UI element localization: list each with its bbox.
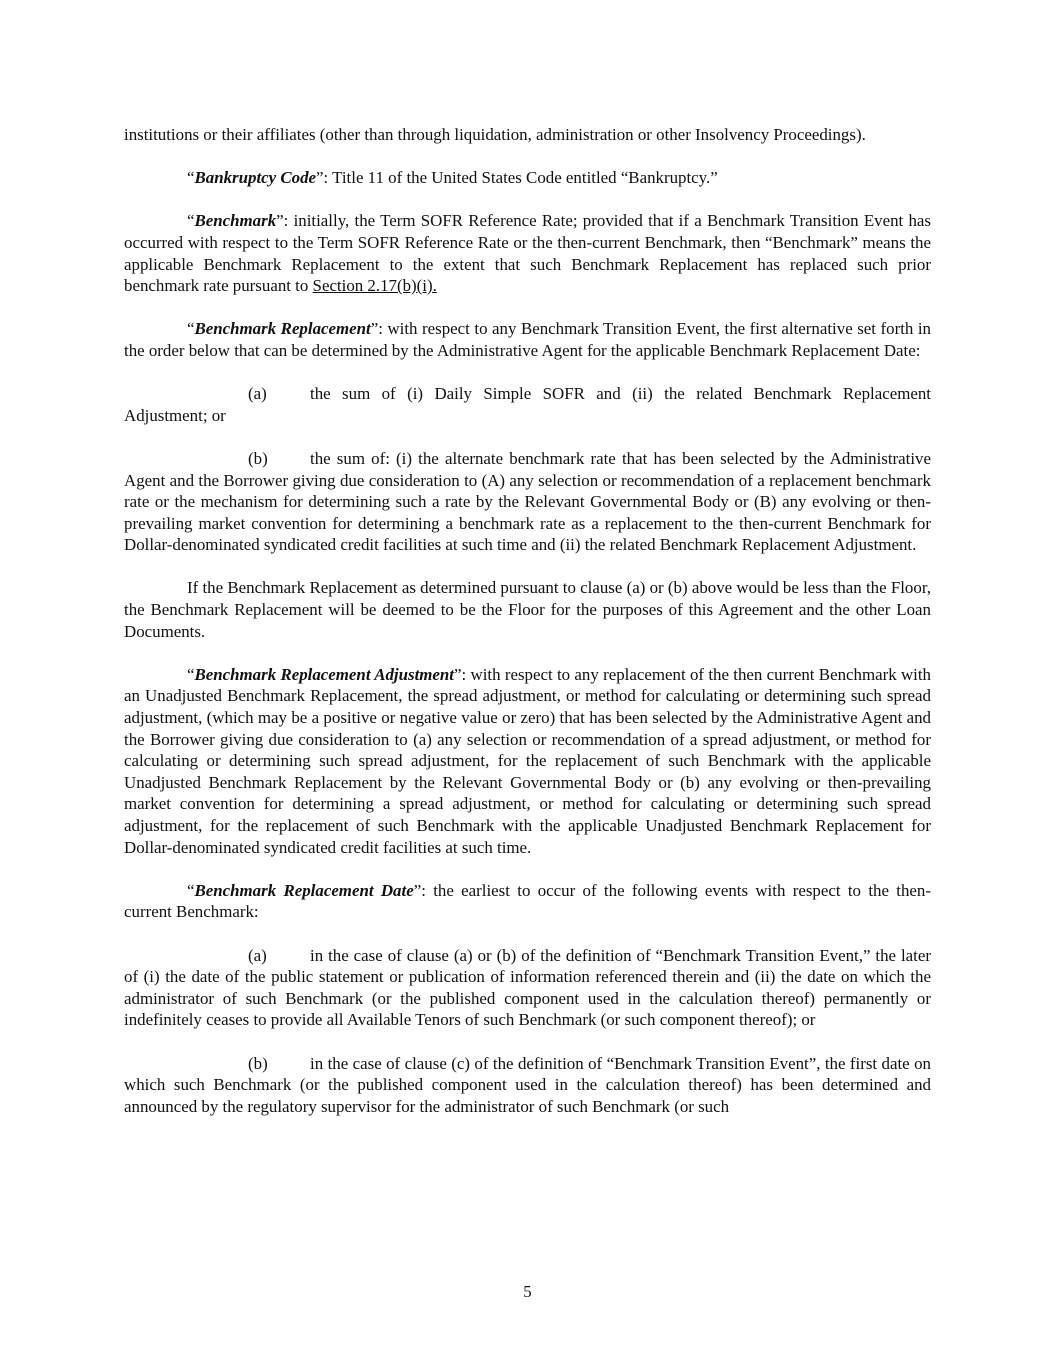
definition-text: : initially, the Term SOFR Reference Rate; provided that if a Benchmark Transition Event has occurred with respect to the Term SOFR Reference Rate or the then-current Benchmark, then “Benchmark” means the applicable Benchmark Replacement to the extent that such Benchmark Replacement has replaced such prior benchmark rate pursuant to [124,211,931,296]
open-quote: “ [187,664,195,684]
clause-label: (a) [248,384,267,404]
open-quote: “ [187,168,195,188]
document-page [124,124,931,1117]
date-clause-a [124,945,931,1031]
open-quote: “ [187,880,195,900]
clause-label: (a) [248,945,267,965]
close-quote: ” [413,880,422,900]
close-quote: ” [454,664,462,684]
defined-term: Benchmark Replacement Date [194,880,414,900]
close-quote: ” [316,168,324,188]
clause-text: in the case of clause (c) of the definition of “Benchmark Transition Event”, the first date on which such Benchmark (or the published component used in the calculation thereof) has been determined and announced by the regulatory supervisor for the administrator of such Benchmark (or such [124,1053,931,1116]
clause-text: the sum of (i) Daily Simple SOFR and (ii) the related Benchmark Replacement Adjustment; or [124,384,931,425]
clause-text: in the case of clause (a) or (b) of the definition of “Benchmark Transition Event,” the later of (i) the date of the public statement or publication of information referenced therein and (ii) the date on which the administrator of such Benchmark (or the published component used in the calculation thereof) permanently or indefinitely ceases to provide all Available Tenors of such Benchmark (or such component thereof); or [124,945,931,1030]
clause-a [124,383,931,426]
defined-term: Bankruptcy Code [194,168,317,188]
definition-text: : the earliest to occur of the following events with respect to the then-current Benchmark: [124,880,931,922]
defined-term: Benchmark Replacement Adjustment [194,664,454,684]
clause-b [124,448,931,556]
defined-term: Benchmark [194,211,277,231]
clause-text: the sum of: (i) the alternate benchmark rate that has been selected by the Administrative Agent and the Borrower giving due consideration to (A) any selection or recommendation of a replacement benchmark rate or the mechanism for determining such a rate by the Relevant Governmental Body or (B) any evolving or then-prevailing market convention for determining a benchmark rate as a replacement to the then-current Benchmark for Dollar-denominated syndicated credit facilities at such time and (ii) the related Benchmark Replacement Adjustment. [124,448,931,555]
definition-bankruptcy-code [124,167,931,189]
floor-paragraph: If the Benchmark Replacement as determined pursuant to clause (a) or (b) above would be less than the Floor, the Benchmark Replacement will be deemed to be the Floor for the purposes of this Agreement and the other Loan Documents. [124,578,931,641]
defined-term: Benchmark Replacement [194,319,371,339]
close-quote: ” [370,319,379,339]
page-number: 5 [523,1282,532,1301]
continuation-paragraph: institutions or their affiliates (other than through liquidation, administration or other Insolvency Proceedings). [124,125,866,144]
definition-text: : with respect to any replacement of the then current Benchmark with an Unadjusted Benchmark Replacement, the spread adjustment, or method for calculating or determining such spread adjustment, (which may be a positive or negative value or zero) that has been selected by the Administrative Agent and the Borrower giving due consideration to (a) any selection or recommendation of a spread adjustment, or method for calculating or determining such spread adjustment, for the replacement of such Benchmark with the applicable Unadjusted Benchmark Replacement by the Relevant Governmental Body or (b) any evolving or then-prevailing market convention for determining a spread adjustment, or method for calculating or determining such spread adjustment, for the replacement of such Benchmark with the applicable Unadjusted Benchmark Replacement for Dollar-denominated syndicated credit facilities at such time. [124,664,931,857]
definition-benchmark [124,210,931,296]
date-clause-b [124,1053,931,1118]
clause-label: (b) [248,1053,268,1073]
definition-benchmark-replacement-adjustment [124,664,931,858]
open-quote: “ [187,211,195,231]
close-quote: ” [276,211,284,231]
definition-benchmark-replacement [124,318,931,361]
definition-benchmark-replacement-date [124,880,931,923]
clause-label: (b) [248,448,268,468]
definition-text: : Title 11 of the United States Code entitled “Bankruptcy.” [323,168,718,188]
section-reference-link[interactable]: Section 2.17(b)(i). [312,276,437,296]
open-quote: “ [187,319,195,339]
definition-text: : with respect to any Benchmark Transition Event, the first alternative set forth in the order below that can be determined by the Administrative Agent for the applicable Benchmark Replacement Date: [124,319,932,360]
